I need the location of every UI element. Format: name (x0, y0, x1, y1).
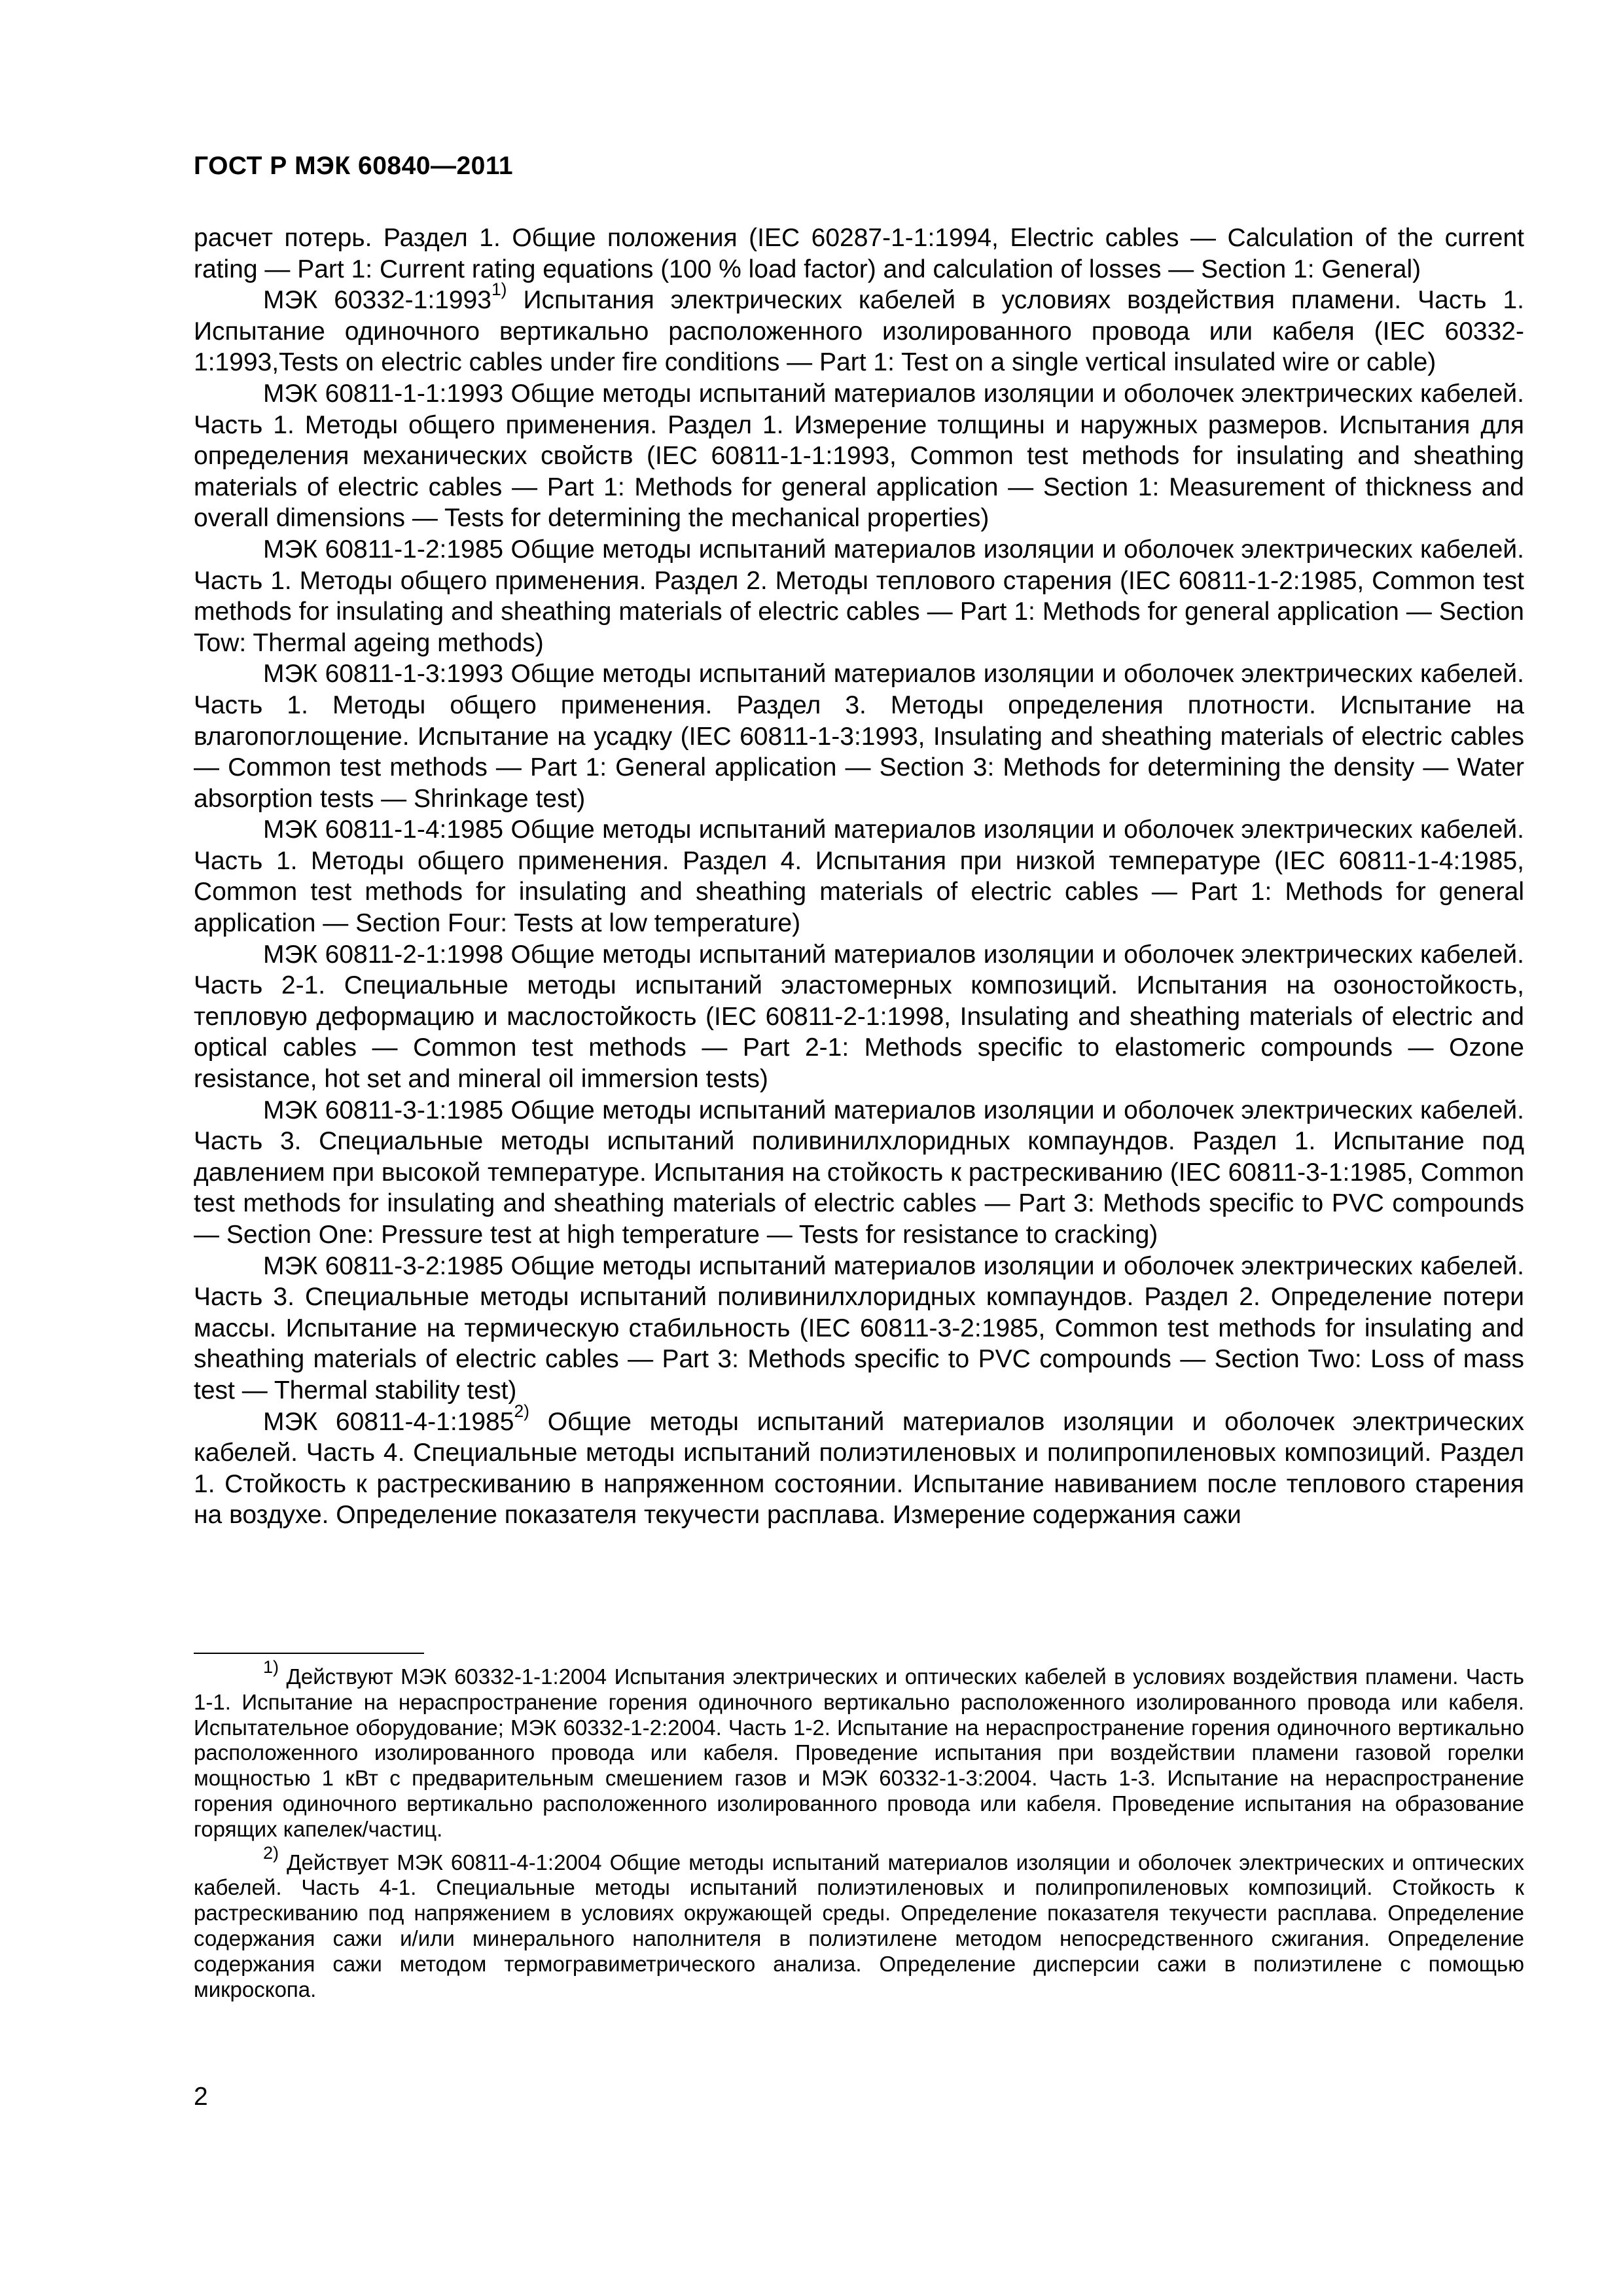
footnote (194, 1657, 1524, 1842)
footnote-mark: 1) (263, 1657, 279, 1677)
paragraph: МЭК 60811-1-3:1993 Общие методы испытаний материалов изоляции и оболочек электрических кабелей. Часть 1. Методы общего применения. Раздел 3. Методы определения плотности. Испытание на влагопоглощение. Испытание на усадку (IEC 60811-1-3:1993, Insulating and sheathing materials of electric cables — Common test methods — Part 1: General application — Section 3: Methods for determining the density — Water absorption tests — Shrinkage test) (194, 660, 1524, 813)
paragraph-lead: МЭК 60811-4-1:1985 (263, 1407, 514, 1436)
footnotes (194, 1653, 1524, 2002)
paragraph-text: Испытания электрических кабелей в условиях воздействия пламени. Часть 1. Испытание одиночного вертикально расположенного изолированного провода или кабеля (IEC 60332-1:1993,Tests on electric cables under fire conditions — Part 1: Test on a single vertical insulated wire or cable) (194, 286, 1524, 377)
paragraph: МЭК 60811-1-1:1993 Общие методы испытаний материалов изоляции и оболочек электрических кабелей. Часть 1. Методы общего применения. Раздел 1. Измерение толщины и наружных размеров. Испытания для определения механических свойств (IEC 60811-1-1:1993, Common test methods for insulating and sheathing materials of electric cables — Part 1: Methods for general application — Section 1: Measurement of thickness and overall dimensions — Tests for determining the mechanical properties) (194, 379, 1524, 533)
footnote-text: Действуют МЭК 60332-1-1:2004 Испытания электрических и оптических кабелей в условиях воздействия пламени. Часть 1-1. Испытание на нераспространение горения одиночного вертикально расположенного изолированного провода или кабеля. Испытательное оборудование; МЭК 60332-1-2:2004. Часть 1-2. Испытание на нераспространение горения одиночного вертикально расположенного изолированного провода или кабеля. Проведение испытания при воздействии пламени газовой горелки мощностью 1 кВт с предварительным смешением газов и МЭК 60332-1-3:2004. Часть 1-3. Испытание на нераспространение горения одиночного вертикально расположенного изолированного провода или кабеля. Проведение испытания на образование горящих капелек/частиц. (194, 1664, 1524, 1841)
paragraph: МЭК 60811-3-2:1985 Общие методы испытаний материалов изоляции и оболочек электрических кабелей. Часть 3. Специальные методы испытаний поливинилхлоридных компаундов. Раздел 2. Определение потери массы. Испытание на термическую стабильность (IEC 60811-3-2:1985, Common test methods for insulating and sheathing materials of electric cables — Part 3: Methods specific to PVC compounds — Section Two: Loss of mass test — Thermal stability test) (194, 1251, 1524, 1405)
footnote-ref[interactable]: 2) (514, 1401, 530, 1421)
footnote-text: Действует МЭК 60811-4-1:2004 Общие методы испытаний материалов изоляции и оболочек электрических и оптических кабелей. Часть 4-1. Специальные методы испытаний полиэтиленовых и полипропиленовых композиций. Стойкость к растрескиванию под напряжением в условиях окружающей среды. Определение показателя текучести расплава. Определение содержания сажи и/или минерального наполнителя в полиэтилене методом непосредственного сжигания. Определение содержания сажи методом термогравиметрического анализа. Определение дисперсии сажи в полиэтилене с помощью микроскопа. (194, 1850, 1524, 2001)
paragraph (194, 279, 1524, 378)
paragraph-text: Общие методы испытаний материалов изоляции и оболочек электрических кабелей. Часть 4. Специальные методы испытаний полиэтиленовых и полипропиленовых композиций. Раздел 1. Стойкость к растрескиванию в напряженном состоянии. Испытание навиванием после теплового старения на воздухе. Определение показателя текучести расплава. Измерение содержания сажи (194, 1407, 1524, 1530)
footnote (194, 1842, 1524, 2003)
paragraph: МЭК 60811-1-2:1985 Общие методы испытаний материалов изоляции и оболочек электрических кабелей. Часть 1. Методы общего применения. Раздел 2. Методы теплового старения (IEC 60811-1-2:1985, Common test methods for insulating and sheathing materials of electric cables — Part 1: Methods for general application — Section Tow: Thermal ageing methods) (194, 535, 1524, 657)
footnote-divider (194, 1653, 424, 1654)
paragraph (194, 1401, 1524, 1531)
paragraph: МЭК 60811-1-4:1985 Общие методы испытаний материалов изоляции и оболочек электрических кабелей. Часть 1. Методы общего применения. Раздел 4. Испытания при низкой температуре (IEC 60811-1-4:1985, Common test methods for insulating and sheathing materials of electric cables — Part 1: Methods for general application — Section Four: Tests at low temperature) (194, 816, 1524, 938)
paragraph-lead: МЭК 60332-1:1993 (263, 286, 491, 315)
footnote-mark: 2) (263, 1842, 279, 1863)
footnote-ref[interactable]: 1) (491, 279, 507, 300)
paragraph: МЭК 60811-2-1:1998 Общие методы испытаний материалов изоляции и оболочек электрических кабелей. Часть 2-1. Специальные методы испытаний эластомерных композиций. Испытания на озоностойкость, тепловую деформацию и маслостойкость (IEC 60811-2-1:1998, Insulating and sheathing materials of electric and optical cables — Common test methods — Part 2-1: Methods specific to elastomeric compounds — Ozone resistance, hot set and mineral oil immersion tests) (194, 940, 1524, 1094)
standard-header: ГОСТ Р МЭК 60840—2011 (194, 152, 514, 180)
page-number: 2 (194, 2083, 208, 2111)
paragraph: МЭК 60811-3-1:1985 Общие методы испытаний материалов изоляции и оболочек электрических кабелей. Часть 3. Специальные методы испытаний поливинилхлоридных компаундов. Раздел 1. Испытание под давлением при высокой температуре. Испытания на стойкость к растрескиванию (IEC 60811-3-1:1985, Common test methods for insulating and sheathing materials of electric cables — Part 3: Methods specific to PVC compounds — Section One: Pressure test at high temperature — Tests for resistance to cracking) (194, 1096, 1524, 1249)
body-text (194, 223, 1524, 1531)
paragraph: расчет потерь. Раздел 1. Общие положения (IEC 60287-1-1:1994, Electric cables — Calculation of the current rating — Part 1: Current rating equations (100 % load factor) and calculation of losses — Section 1: General) (194, 224, 1524, 283)
